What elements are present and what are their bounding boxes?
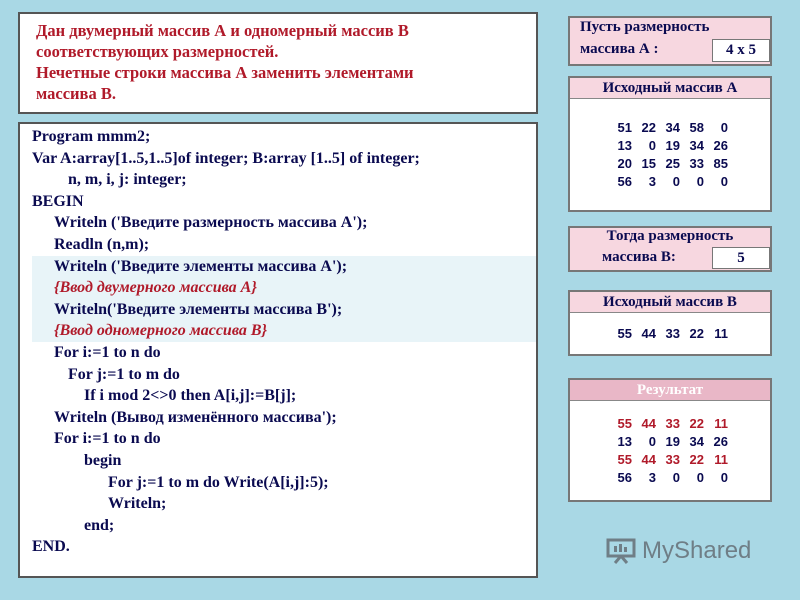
- code-line: For i:=1 to n do: [54, 430, 161, 448]
- array-cell: 0: [720, 120, 728, 135]
- code-line: end;: [84, 516, 115, 534]
- array-cell: 0: [648, 434, 656, 449]
- code-line: For j:=1 to m do Write(A[i,j]:5);: [108, 473, 329, 491]
- code-listing: [18, 122, 538, 578]
- size-a-label: Пусть размерность: [580, 19, 710, 35]
- array-cell: 33: [689, 156, 704, 171]
- array-cell: 44: [641, 326, 656, 341]
- size-a-label-2: массива А :: [580, 41, 659, 57]
- array-cell: 0: [696, 174, 704, 189]
- code-line: If i mod 2<>0 then A[i,j]:=B[j];: [84, 387, 297, 405]
- array-cell: 0: [648, 138, 656, 153]
- array-cell: 0: [720, 470, 728, 485]
- source-a-title: Исходный массив А: [570, 78, 770, 99]
- code-line: BEGIN: [32, 192, 84, 210]
- array-cell: 44: [641, 452, 656, 467]
- result-panel: [568, 378, 772, 502]
- array-cell: 20: [617, 156, 632, 171]
- array-row: [570, 325, 770, 343]
- source-a-panel: [568, 76, 772, 212]
- array-cell: 15: [641, 156, 656, 171]
- array-row: [570, 415, 770, 433]
- array-cell: 58: [689, 120, 704, 135]
- code-line: begin: [84, 451, 122, 469]
- size-b-label-2: массива В:: [602, 249, 676, 265]
- array-cell: 56: [617, 174, 632, 189]
- size-b-label: Тогда размерность: [606, 228, 734, 244]
- array-cell: 51: [617, 120, 632, 135]
- array-cell: 55: [617, 326, 632, 341]
- array-cell: 26: [713, 434, 728, 449]
- result-grid: [570, 401, 770, 487]
- code-line: Readln (n,m);: [54, 235, 150, 253]
- code-comment-line: {Ввод одномерного массива В}: [32, 320, 536, 342]
- array-cell: 55: [617, 452, 632, 467]
- task-line: Дан двумерный массив А и одномерный массив В: [36, 21, 409, 40]
- array-cell: 33: [665, 452, 680, 467]
- array-cell: 0: [672, 470, 680, 485]
- array-cell: 19: [665, 434, 680, 449]
- size-b-panel: [568, 226, 772, 272]
- code-line: Writeln;: [108, 495, 167, 513]
- size-a-panel: [568, 16, 772, 66]
- array-cell: 0: [720, 174, 728, 189]
- array-cell: 44: [641, 416, 656, 431]
- array-row: [570, 119, 770, 137]
- array-cell: 85: [713, 156, 728, 171]
- code-line: Writeln ('Введите элементы массива А');: [32, 256, 536, 278]
- code-line: Program mmm2;: [32, 128, 151, 145]
- array-cell: 34: [689, 138, 704, 153]
- task-line: массива В.: [36, 84, 116, 103]
- array-cell: 34: [689, 434, 704, 449]
- array-cell: 22: [689, 452, 704, 467]
- array-cell: 0: [672, 174, 680, 189]
- array-cell: 26: [713, 138, 728, 153]
- code-line: n, m, i, j: integer;: [68, 171, 187, 189]
- presentation-board-icon: [606, 538, 636, 564]
- size-a-value: 4 х 5: [712, 39, 770, 62]
- array-cell: 55: [617, 416, 632, 431]
- array-cell: 25: [665, 156, 680, 171]
- source-b-title: Исходный массив В: [570, 292, 770, 313]
- source-a-grid: [570, 99, 770, 191]
- code-line: Var A:array[1..5,1..5]of integer; B:array [1..5] of integer;: [32, 149, 420, 167]
- code-line: Writeln ('Введите размерность массива А');: [54, 214, 368, 232]
- array-cell: 13: [617, 138, 632, 153]
- array-row: [570, 433, 770, 451]
- array-row: [570, 469, 770, 487]
- array-cell: 13: [617, 434, 632, 449]
- array-cell: 22: [689, 326, 704, 341]
- array-row: [570, 451, 770, 469]
- code-line: For j:=1 to m do: [68, 365, 180, 383]
- task-line: соответствующих размерностей.: [36, 42, 279, 61]
- array-row: [570, 173, 770, 191]
- array-cell: 3: [648, 470, 656, 485]
- array-cell: 3: [648, 174, 656, 189]
- brand-logo: [606, 537, 751, 565]
- array-cell: 33: [665, 326, 680, 341]
- array-cell: 33: [665, 416, 680, 431]
- task-line: Нечетные строки массива А заменить элементами: [36, 63, 414, 82]
- array-cell: 11: [714, 326, 728, 341]
- result-title: Результат: [570, 380, 770, 401]
- source-b-grid: [570, 313, 770, 343]
- task-statement: [18, 12, 538, 114]
- array-row: [570, 155, 770, 173]
- code-line: Writeln('Введите элементы массива В');: [32, 299, 536, 321]
- array-cell: 19: [665, 138, 680, 153]
- array-cell: 56: [617, 470, 632, 485]
- array-cell: 22: [689, 416, 704, 431]
- brand-text: MyShared: [642, 537, 752, 564]
- array-cell: 22: [641, 120, 656, 135]
- array-row: [570, 137, 770, 155]
- array-cell: 11: [714, 452, 728, 467]
- code-line: END.: [32, 538, 70, 556]
- code-line: Writeln (Вывод изменённого массива');: [54, 408, 337, 426]
- array-cell: 0: [696, 470, 704, 485]
- code-line: For i:=1 to n do: [54, 343, 161, 361]
- array-cell: 34: [665, 120, 680, 135]
- source-b-panel: [568, 290, 772, 356]
- array-cell: 11: [714, 416, 728, 431]
- code-comment-line: {Ввод двумерного массива А}: [32, 277, 536, 299]
- size-b-value: 5: [712, 247, 770, 269]
